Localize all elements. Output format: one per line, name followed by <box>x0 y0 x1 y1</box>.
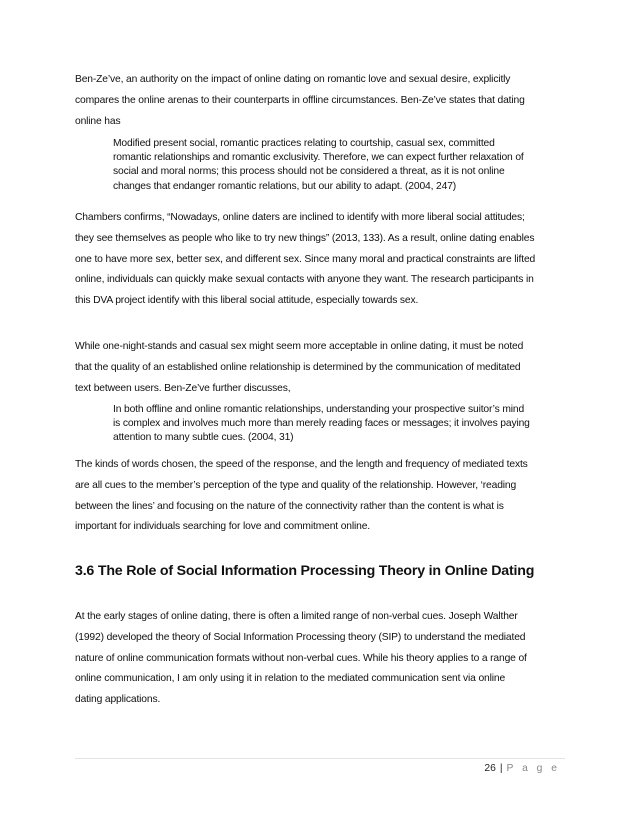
quote-line: romantic relationships and romantic exclusivity. Therefore, we can expect further relaxation of <box>113 152 524 164</box>
paragraph-one-night-stands <box>75 337 565 399</box>
text-line: important for individuals searching for love and commitment online. <box>75 521 371 533</box>
text-line: online has <box>75 115 121 127</box>
block-quote-ben-zeve-2004-31 <box>113 403 565 446</box>
text-line: Chambers confirms, “Nowadays, online daters are inclined to identify with more liberal social attitudes; <box>75 212 525 223</box>
text-line: At the early stages of online dating, there is often a limited range of non-verbal cues. Joseph Walther <box>75 611 518 622</box>
quote-line: attention to many subtle cues. (2004, 31) <box>113 432 294 444</box>
quote-line: In both offline and online romantic relationships, understanding your prospective suitor’s mind <box>113 404 525 415</box>
section-heading: 3.6 The Role of Social Information Processing Theory in Online Dating <box>75 563 535 579</box>
quote-line: is complex and involves much more than merely reading faces or messages; it involves paying <box>113 418 530 430</box>
text-line: between the lines’ and focusing on the nature of the connectivity rather than the content is what is <box>75 500 504 512</box>
quote-line: social and moral norms; this process should not be considered a threat, as it is not online <box>113 166 505 178</box>
footer-divider <box>75 758 565 759</box>
text-line: online communication, I am only using it in relation to the mediated communication sent via online <box>75 673 506 685</box>
block-quote-ben-zeve-2004-247 <box>113 137 565 194</box>
text-line: The kinds of words chosen, the speed of the response, and the length and frequency of mediated texts <box>75 459 528 470</box>
text-line: that the quality of an established online relationship is determined by the communication of meditated <box>75 361 521 373</box>
page-number: 26 <box>484 763 496 774</box>
paragraph-kinds-of-words <box>75 455 565 538</box>
paragraph-walther-sip <box>75 607 565 711</box>
paragraph-chambers <box>75 208 565 312</box>
paragraph-ben-zeve-intro <box>75 70 565 132</box>
text-line: this DVA project identify with this liberal social attitude, especially towards sex. <box>75 295 419 307</box>
text-line: compares the online arenas to their counterparts in offline circumstances. Ben-Ze’ve states that dating <box>75 94 525 106</box>
quote-line: changes that endanger romantic relations, but our ability to adapt. (2004, 247) <box>113 180 457 192</box>
text-line: one to have more sex, better sex, and different sex. Since many moral and practical constraints are lifted <box>75 253 536 265</box>
footer-separator: | <box>499 763 503 774</box>
text-line: While one-night-stands and casual sex might seem more acceptable in online dating, it must be noted <box>75 341 524 352</box>
quote-line: Modified present social, romantic practices relating to courtship, casual sex, committed <box>113 138 495 149</box>
page-label: P a g e <box>506 763 560 774</box>
text-line: nature of online communication formats without non-verbal cues. While his theory applies to a range of <box>75 652 527 664</box>
text-line: dating applications. <box>75 694 161 706</box>
text-line: they see themselves as people who like to try new things” (2013, 133). As a result, online dating enables <box>75 232 535 244</box>
text-line: online, individuals can quickly make sexual contacts with anyone they want. The research participants in <box>75 274 534 286</box>
text-line: are all cues to the member’s perception of the type and quality of the relationship. However, ‘reading <box>75 479 517 491</box>
text-line: Ben-Ze’ve, an authority on the impact of online dating on romantic love and sexual desire, explicitly <box>75 74 511 85</box>
text-line: text between users. Ben-Ze’ve further discusses, <box>75 382 291 394</box>
page-footer <box>484 763 560 774</box>
text-line: (1992) developed the theory of Social Information Processing theory (SIP) to understand the mediated <box>75 631 526 643</box>
